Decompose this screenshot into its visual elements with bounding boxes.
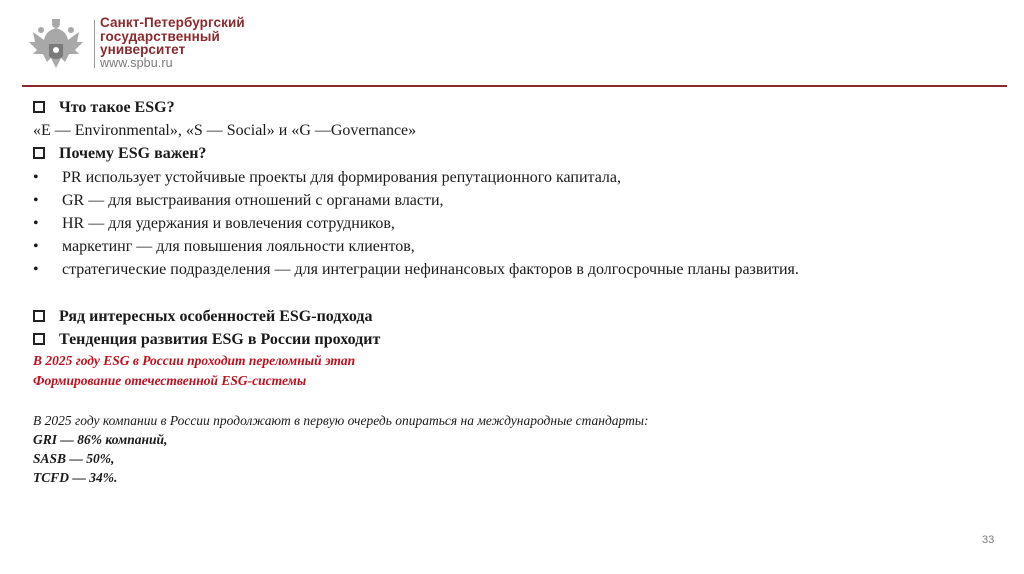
university-url[interactable]: www.spbu.ru	[100, 55, 173, 70]
list-item	[33, 258, 993, 281]
stat-tcfd: TCFD — 34%.	[33, 469, 118, 485]
list-item-text: маркетинг — для повышения лояльности клиентов,	[62, 238, 415, 256]
spacer	[33, 282, 993, 305]
question-text: Почему ESG важен?	[59, 145, 207, 163]
header-rule	[22, 85, 1007, 87]
bullet-icon: •	[33, 168, 39, 186]
bullet-icon: •	[33, 261, 39, 279]
highlight-domestic-esg-system: Формирование отечественной ESG-системы	[33, 372, 307, 388]
bullet-icon: •	[33, 214, 39, 232]
university-name-line1: Санкт-Петербургский	[100, 15, 245, 30]
slide-content	[33, 96, 993, 487]
checkbox-square-icon	[33, 101, 45, 113]
question-text: Тенденция развития ESG в России проходит	[59, 330, 381, 348]
slide-header	[0, 0, 1024, 82]
stat-sasb: SASB — 50%,	[33, 450, 115, 466]
page-number: 33	[982, 534, 995, 546]
question-esg-features	[33, 305, 993, 328]
question-esg-trend-russia	[33, 328, 993, 351]
list-item-text: HR — для удержания и вовлечения сотрудников,	[62, 214, 395, 232]
checkbox-square-icon	[33, 147, 45, 159]
highlight-turning-point: В 2025 году ESG в России проходит переломный этап	[33, 352, 356, 368]
list-item-text: GR — для выстраивания отношений с органами власти,	[62, 191, 444, 209]
checkbox-square-icon	[33, 333, 45, 345]
header-divider	[94, 20, 95, 68]
list-item	[33, 166, 993, 189]
standards-intro: В 2025 году компании в России продолжают в первую очередь опираться на международные стандарты:	[33, 412, 649, 428]
question-why-esg-matters	[33, 142, 993, 165]
stat-gri: GRI — 86% компаний,	[33, 431, 168, 447]
question-text: Что такое ESG?	[59, 99, 175, 116]
esg-definition: «E — Environmental», «S — Social» и «G —Governance»	[33, 122, 417, 140]
list-item	[33, 212, 993, 235]
double-headed-eagle-emblem-icon	[27, 16, 85, 74]
bullet-icon: •	[33, 238, 39, 256]
list-item-text: PR использует устойчивые проекты для формирования репутационного капитала,	[62, 168, 622, 186]
checkbox-square-icon	[33, 310, 45, 322]
list-item	[33, 189, 993, 212]
list-item-text: стратегические подразделения — для интеграции нефинансовых факторов в долгосрочные планы развития.	[62, 261, 799, 279]
list-item	[33, 235, 993, 258]
university-name-line2: государственный	[100, 28, 220, 44]
question-what-is-esg	[33, 96, 993, 119]
spacer	[33, 391, 993, 411]
bullet-icon: •	[33, 191, 39, 209]
university-name	[100, 16, 245, 70]
university-name-line3: университет	[100, 42, 186, 57]
question-text: Ряд интересных особенностей ESG-подхода	[59, 307, 373, 325]
